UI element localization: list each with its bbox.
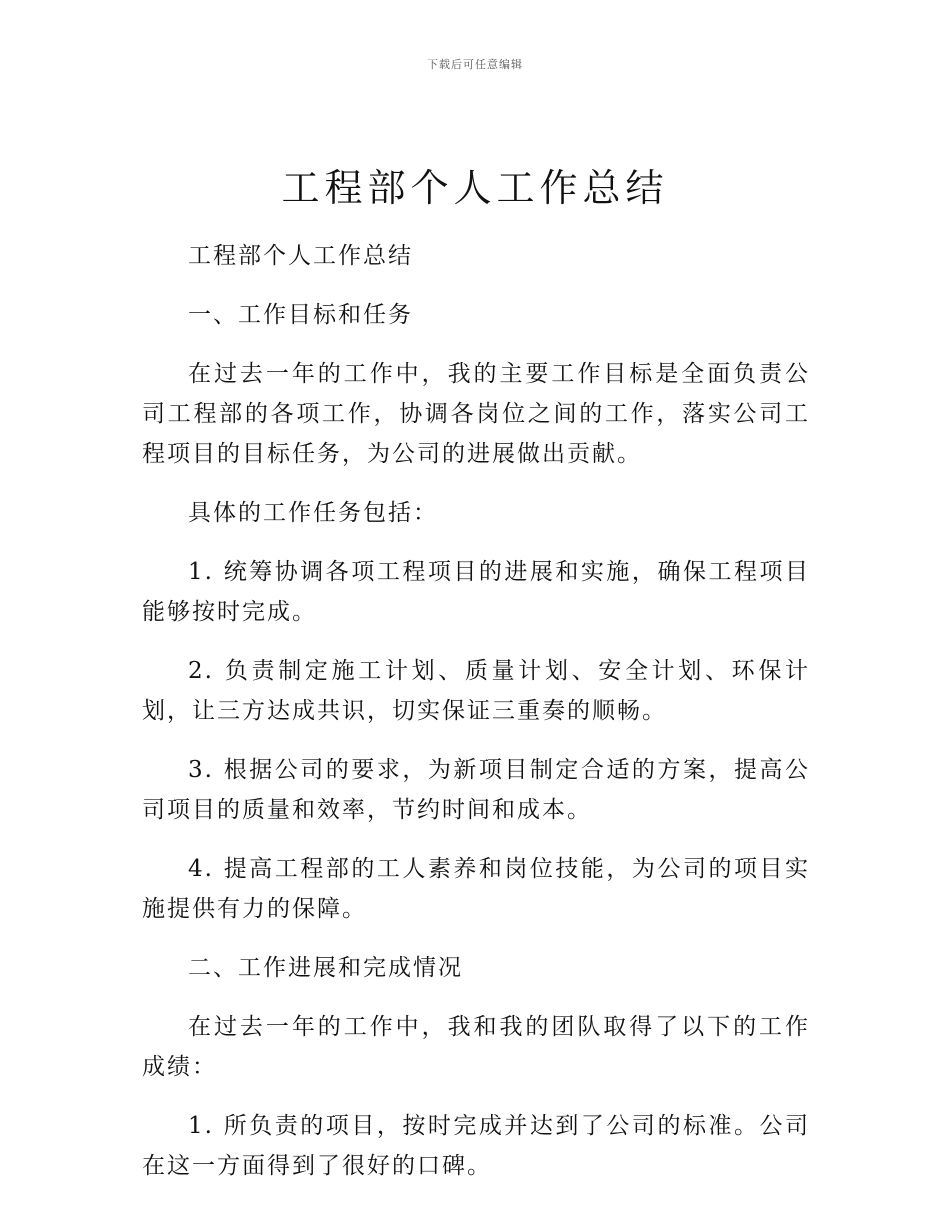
- paragraph-achievement-1: 1. 所负责的项目，按时完成并达到了公司的标准。公司在这一方面得到了很好的口碑。: [142, 1113, 810, 1179]
- paragraph-progress-intro: 在过去一年的工作中，我和我的团队取得了以下的工作成绩：: [142, 1014, 810, 1080]
- paragraph-section-heading-1: 一、工作目标和任务: [188, 302, 413, 328]
- paragraph-task-2: 2. 负责制定施工计划、质量计划、安全计划、环保计划，让三方达成共识，切实保证三重奏的顺畅。: [142, 658, 810, 724]
- paragraph-task-4: 4. 提高工程部的工人素养和岗位技能，为公司的项目实施提供有力的保障。: [142, 856, 810, 922]
- paragraph-subtitle: 工程部个人工作总结: [188, 243, 413, 269]
- paragraph-goal-description: 在过去一年的工作中，我的主要工作目标是全面负责公司工程部的各项工作，协调各岗位之间的工作，落实公司工程项目的目标任务，为公司的进展做出贡献。: [142, 361, 810, 467]
- paragraph-task-1: 1. 统筹协调各项工程项目的进展和实施，确保工程项目能够按时完成。: [142, 559, 810, 625]
- paragraph-task-3: 3. 根据公司的要求，为新项目制定合适的方案，提高公司项目的质量和效率，节约时间和成本。: [142, 757, 810, 823]
- document-body: [142, 236, 810, 1205]
- paragraph-task-intro: 具体的工作任务包括：: [188, 500, 438, 526]
- header-note: 下载后可任意编辑: [427, 58, 523, 71]
- paragraph-section-heading-2: 二、工作进展和完成情况: [188, 955, 463, 981]
- document-title: 工程部个人工作总结: [281, 166, 669, 210]
